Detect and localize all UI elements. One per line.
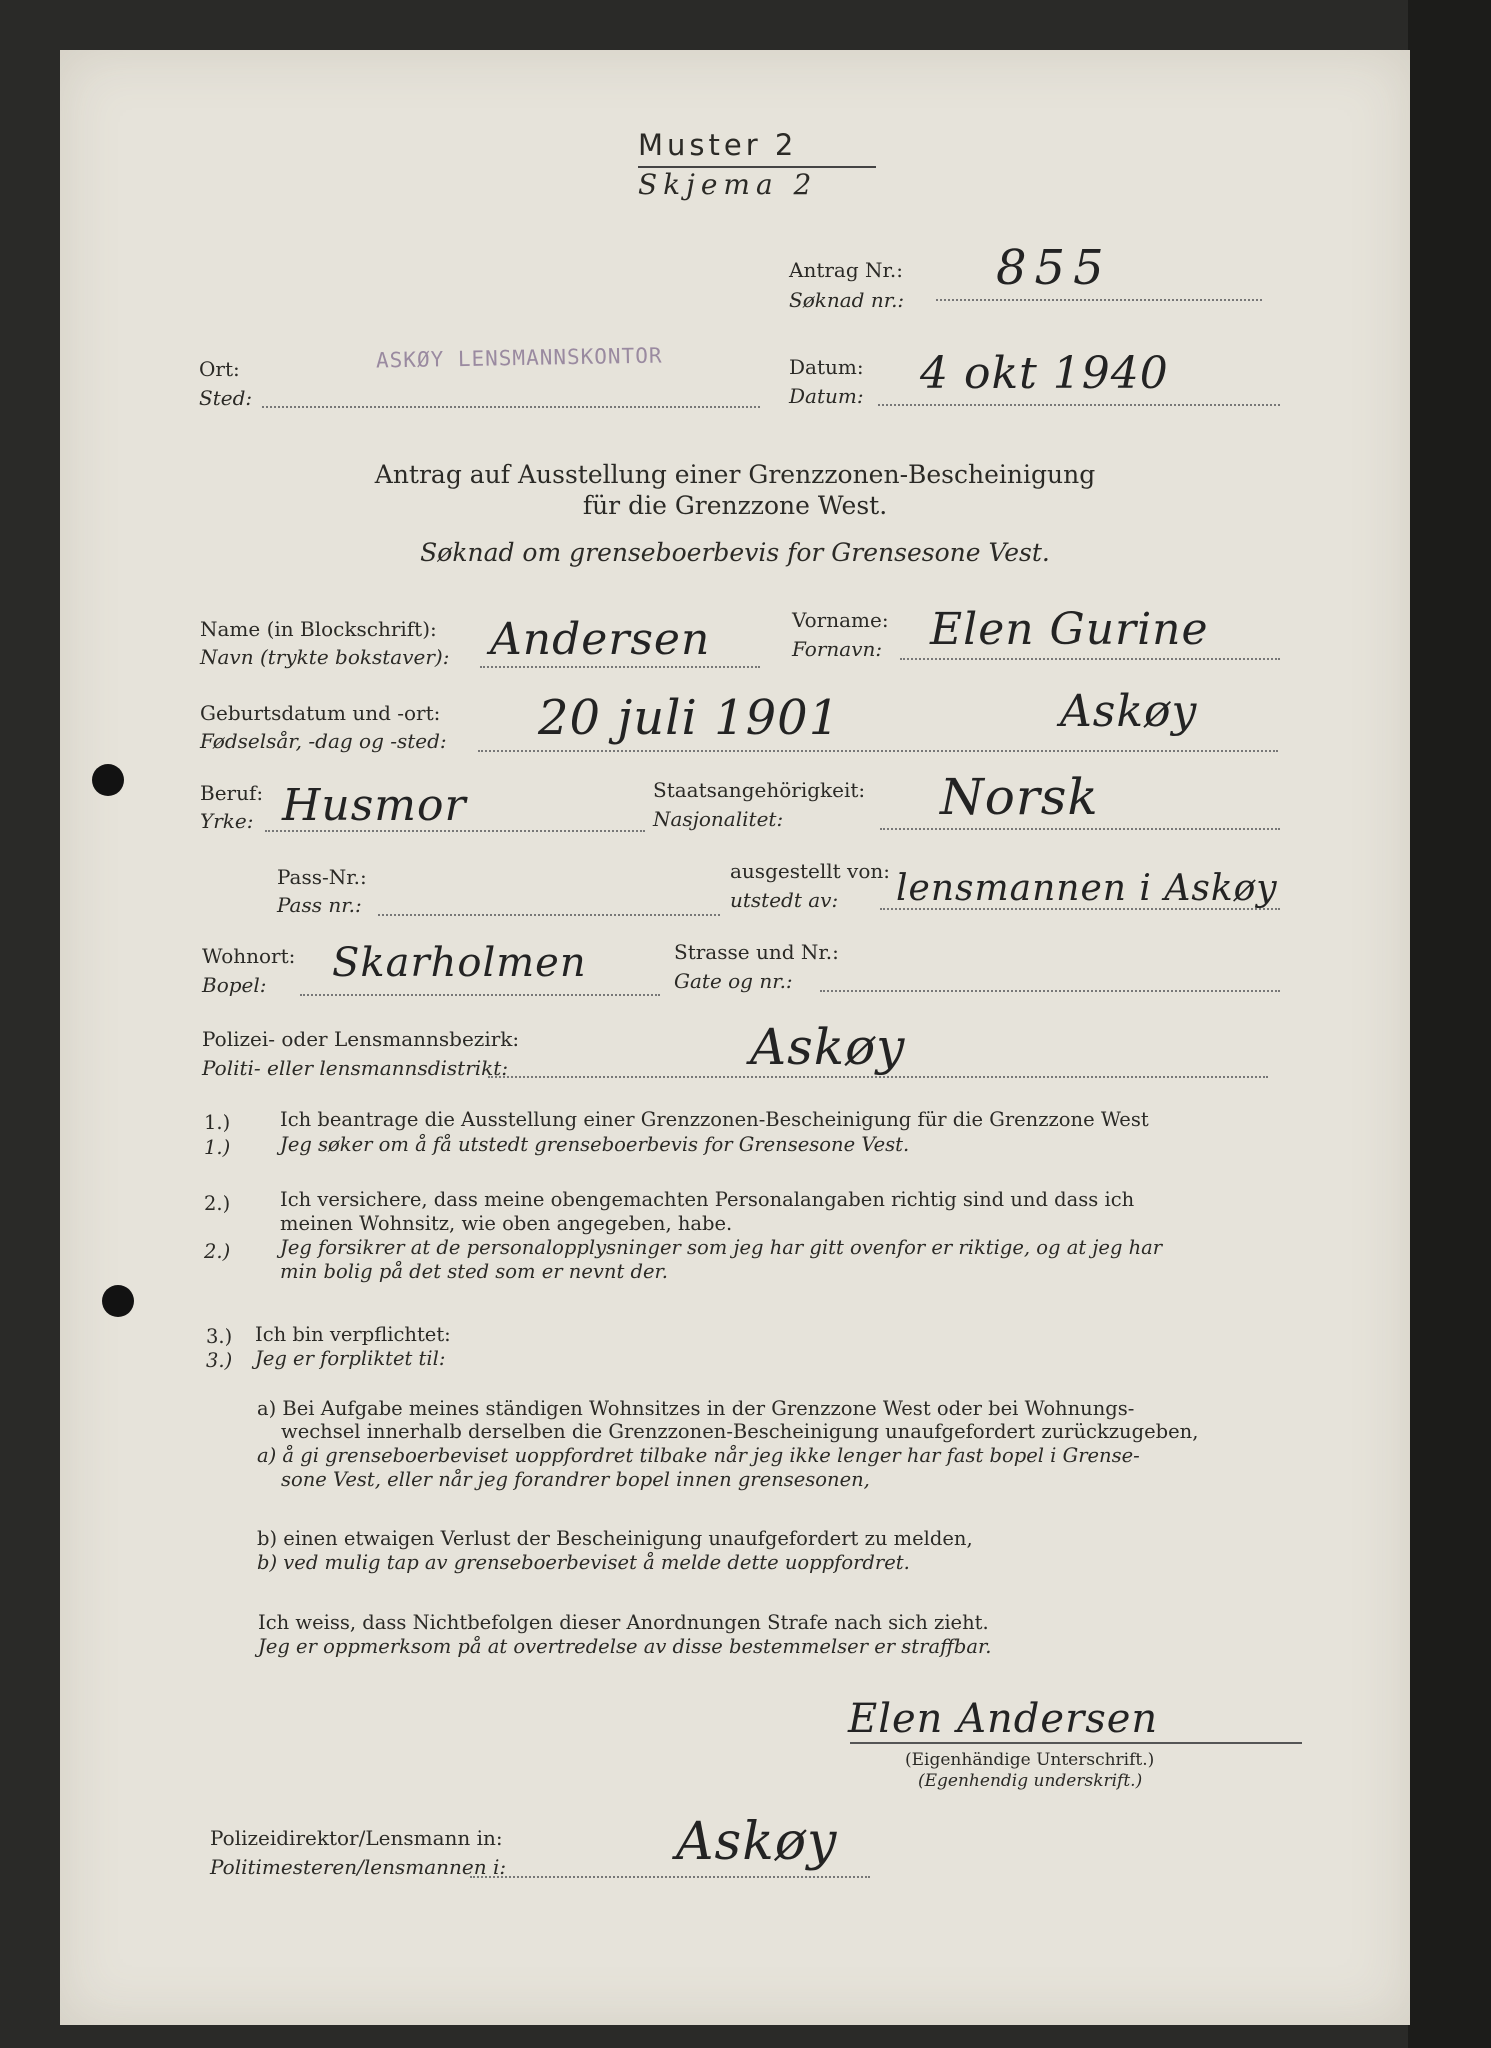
strasse-label-no: Gate og nr.:: [674, 969, 793, 993]
strasse-label-de: Strasse und Nr.:: [674, 940, 839, 964]
antrag-label-no: Søknad nr.:: [789, 288, 905, 312]
item2-de-line2: meinen Wohnsitz, wie oben angegeben, habe.: [280, 1212, 733, 1235]
applicant-signature: Elen Andersen: [848, 1696, 1159, 1742]
skjema-title: Skjema 2: [638, 168, 818, 201]
bezirk-value: Askøy: [750, 1018, 906, 1076]
antrag-dotted-line: [936, 299, 1262, 301]
pass-label-de: Pass-Nr.:: [277, 865, 367, 889]
datum-label-no: Datum:: [789, 384, 864, 408]
ausgestellt-label-de: ausgestellt von:: [730, 859, 890, 883]
vorname-label-no: Fornavn:: [792, 637, 883, 661]
item-a-no-line1: a) å gi grenseboerbeviset uoppfordret tilbake når jeg ikke lenger har fast bopel i Grense-: [257, 1444, 1140, 1467]
wohnort-label-no: Bopel:: [202, 973, 267, 997]
datum-value: 4 okt 1940: [920, 348, 1169, 399]
staat-dotted-line: [880, 828, 1280, 830]
staat-label-de: Staatsangehörigkeit:: [653, 778, 866, 802]
wohnort-dotted-line: [300, 994, 660, 996]
bezirk-label-de: Polizei- oder Lensmannsbezirk:: [202, 1027, 520, 1051]
ausgestellt-value: lensmannen i Askøy: [896, 868, 1278, 909]
wohnort-value: Skarholmen: [332, 940, 587, 986]
pass-dotted-line: [378, 914, 720, 916]
item3-number-de: 3.): [206, 1325, 233, 1348]
background-strip: [1408, 0, 1491, 2048]
ausgestellt-label-no: utstedt av:: [730, 888, 839, 912]
item2-number-no: 2.): [204, 1240, 231, 1263]
geburt-label-de: Geburtsdatum und -ort:: [200, 701, 441, 725]
beruf-label-no: Yrke:: [200, 809, 254, 833]
item1-no: Jeg søker om å få utstedt grenseboerbevis for Grensesone Vest.: [280, 1133, 910, 1156]
title-de-line2: für die Grenzzone West.: [582, 491, 888, 520]
muster-title: Muster 2: [638, 128, 798, 162]
geburt-place: Askøy: [1060, 686, 1198, 737]
ort-dotted-line: [262, 406, 760, 408]
signature-line: [850, 1742, 1302, 1744]
antrag-label-de: Antrag Nr.:: [789, 258, 903, 282]
item3-no: Jeg er forpliktet til:: [255, 1347, 446, 1370]
ort-label-de: Ort:: [199, 357, 240, 381]
geburt-dotted-line: [478, 750, 1278, 752]
bezirk-dotted-line: [488, 1076, 1268, 1078]
wohnort-label-de: Wohnort:: [202, 944, 296, 968]
item2-de-line1: Ich versichere, dass meine obengemachten Personalangaben richtig sind und dass ich: [280, 1188, 1135, 1211]
polizei-label-no: Politimesteren/lensmannen i:: [210, 1855, 507, 1879]
item-a-no-line2: sone Vest, eller når jeg forandrer bopel innen grensesonen,: [281, 1468, 870, 1491]
office-stamp: ASKØY LENSMANNSKONTOR: [375, 343, 663, 373]
title-no: Søknad om grenseboerbevis for Grensesone Vest.: [420, 538, 1050, 567]
warning-de: Ich weiss, dass Nichtbefolgen dieser Anordnungen Strafe nach sich zieht.: [258, 1611, 989, 1634]
item1-de: Ich beantrage die Ausstellung einer Grenzzonen-Bescheinigung für die Grenzzone West: [280, 1108, 1149, 1131]
item3-de: Ich bin verpflichtet:: [255, 1323, 451, 1346]
name-label-de: Name (in Blockschrift):: [200, 617, 437, 641]
signature-label-de: (Eigenhändige Unterschrift.): [905, 1750, 1155, 1770]
name-value: Andersen: [490, 614, 711, 665]
antrag-value: 855: [996, 240, 1112, 296]
pass-label-no: Pass nr.:: [277, 893, 362, 917]
warning-no: Jeg er oppmerksom på at overtredelse av disse bestemmelser er straffbar.: [258, 1635, 992, 1658]
item-b-de: b) einen etwaigen Verlust der Bescheinigung unaufgefordert zu melden,: [257, 1527, 973, 1550]
datum-dotted-line: [878, 404, 1280, 406]
vorname-value: Elen Gurine: [930, 604, 1209, 655]
geburt-date: 20 juli 1901: [538, 690, 841, 746]
name-dotted-line: [480, 666, 760, 668]
form-sheet: [60, 50, 1410, 2025]
staat-label-no: Nasjonalitet:: [653, 807, 784, 831]
item-a-de-line1: a) Bei Aufgabe meines ständigen Wohnsitzes in der Grenzzone West oder bei Wohnungs-: [257, 1397, 1135, 1420]
item-a-de-line2: wechsel innerhalb derselben die Grenzzonen-Bescheinigung unaufgefordert zurückzugeben,: [281, 1420, 1199, 1443]
item2-no-line1: Jeg forsikrer at de personalopplysninger som jeg har gitt ovenfor er riktige, og at jeg har: [280, 1236, 1163, 1259]
vorname-dotted-line: [900, 658, 1280, 660]
item1-number-no: 1.): [204, 1136, 231, 1159]
title-de-line1: Antrag auf Ausstellung einer Grenzzonen-Bescheinigung: [374, 460, 1096, 489]
strasse-dotted-line: [820, 990, 1280, 992]
beruf-value: Husmor: [282, 780, 467, 831]
item1-number-de: 1.): [204, 1111, 231, 1134]
item2-number-de: 2.): [204, 1192, 231, 1215]
vorname-label-de: Vorname:: [792, 608, 889, 632]
geburt-label-no: Fødselsår, -dag og -sted:: [200, 729, 447, 753]
beruf-label-de: Beruf:: [200, 781, 264, 805]
datum-label-de: Datum:: [789, 355, 864, 379]
signature-label-no: (Egenhendig underskrift.): [918, 1771, 1143, 1791]
polizei-value: Askøy: [676, 1812, 838, 1872]
punch-hole-top: [92, 764, 124, 796]
polizei-label-de: Polizeidirektor/Lensmann in:: [210, 1826, 503, 1850]
staat-value: Norsk: [940, 768, 1099, 826]
item2-no-line2: min bolig på det sted som er nevnt der.: [280, 1260, 668, 1283]
ort-label-no: Sted:: [199, 386, 253, 410]
bezirk-label-no: Politi- eller lensmannsdistrikt:: [202, 1056, 509, 1080]
polizei-dotted-line: [470, 1876, 870, 1878]
name-label-no: Navn (trykte bokstaver):: [200, 645, 450, 669]
item3-number-no: 3.): [206, 1349, 233, 1372]
punch-hole-bottom: [102, 1285, 134, 1317]
item-b-no: b) ved mulig tap av grenseboerbeviset å melde dette uoppfordret.: [257, 1551, 910, 1574]
